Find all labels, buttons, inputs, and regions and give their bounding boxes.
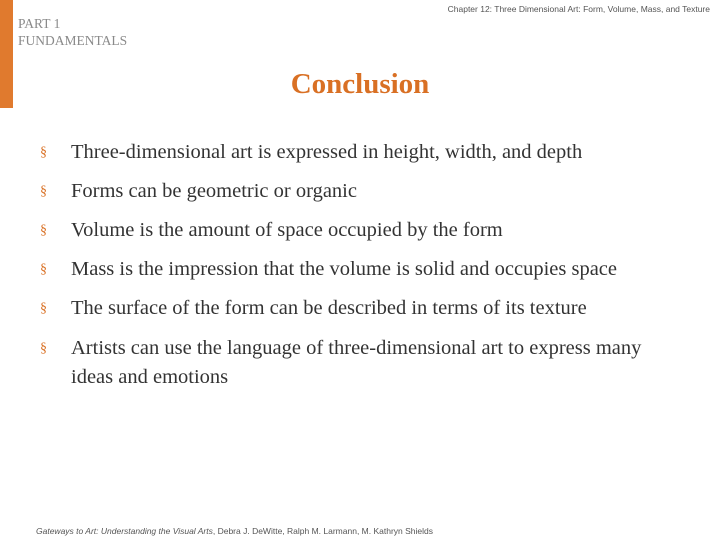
bullet-text: The surface of the form can be described in terms of its texture (71, 297, 587, 319)
bullet-item (40, 255, 670, 284)
slide-title: Conclusion (290, 68, 430, 100)
footer-book-title: Gateways to Art: Understanding the Visual Arts (36, 526, 213, 536)
bullet-marker-icon: § (40, 262, 47, 277)
bullet-item (40, 177, 670, 206)
bullet-marker-icon: § (40, 341, 47, 356)
bullet-marker-icon: § (40, 223, 47, 238)
part-number: PART 1 (18, 16, 61, 31)
part-label (18, 15, 127, 49)
footer-citation (36, 526, 433, 536)
bullet-item (40, 334, 670, 392)
bullet-item (40, 294, 670, 323)
bullet-text: Forms can be geometric or organic (71, 180, 357, 202)
bullet-text: Mass is the impression that the volume is solid and occupies space (71, 258, 618, 280)
bullet-text: Three-dimensional art is expressed in height, width, and depth (71, 141, 583, 163)
bullet-marker-icon: § (40, 301, 47, 316)
bullet-text: Artists can use the language of three-dimensional art to express many ideas and emotions (71, 337, 642, 388)
bullet-text: Volume is the amount of space occupied by the form (71, 219, 503, 241)
bullet-marker-icon: § (40, 145, 47, 160)
footer-authors: , Debra J. DeWitte, Ralph M. Larmann, M. Kathryn Shields (212, 526, 434, 536)
bullet-item (40, 216, 670, 245)
bullet-marker-icon: § (40, 184, 47, 199)
bullet-list (40, 138, 670, 392)
chapter-header: Chapter 12: Three Dimensional Art: Form, Volume, Mass, and Texture (447, 4, 710, 14)
part-name: FUNDAMENTALS (18, 33, 128, 48)
bullet-item (40, 138, 670, 167)
